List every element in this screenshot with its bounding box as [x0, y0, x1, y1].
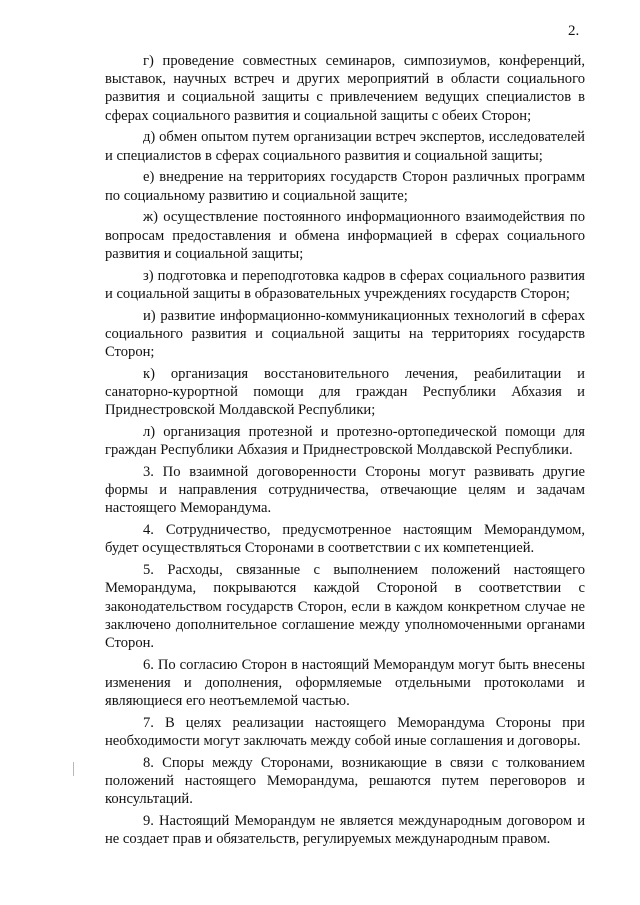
clause-i: и) развитие информационно-коммуникационных технологий в сферах социального развития и социальной защиты на территориях государств Сторон; [105, 307, 585, 361]
clause-d: д) обмен опытом путем организации встреч экспертов, исследователей и специалистов в сферах социального развития и социальной защиты; [105, 129, 585, 164]
page-number: 2. [568, 23, 580, 39]
clause-g: г) проведение совместных семинаров, симпозиумов, конференций, выставок, научных встреч и других мероприятий в области социального развития и социальной защиты с привлечением ведущих специалистов в сферах социального развития и социальной защиты с обеих Сторон; [105, 53, 585, 124]
clause-z: з) подготовка и переподготовка кадров в сферах социального развития и социальной защиты в образовательных учреждениях государств Сторон; [105, 267, 585, 302]
article-4: 4. Сотрудничество, предусмотренное настоящим Меморандумом, будет осуществляться Сторонами в соответствии с их компетенцией. [105, 522, 585, 557]
article-8: 8. Споры между Сторонами, возникающие в связи с толкованием положений настоящего Меморандума, решаются путем переговоров и консультаций. [105, 755, 585, 808]
scan-margin-mark [73, 762, 74, 776]
article-7: 7. В целях реализации настоящего Меморандума Стороны при необходимости могут заключать между собой иные соглашения и договоры. [105, 715, 585, 750]
article-9: 9. Настоящий Меморандум не является международным договором и не создает прав и обязательств, регулируемых международным правом. [105, 813, 585, 848]
article-5: 5. Расходы, связанные с выполнением положений настоящего Меморандума, покрываются каждой Стороной в соответствии с законодательством государств Сторон, если в каждом конкретном случае не заключено дополнительное соглашение между уполномоченными органами Сторон. [105, 562, 585, 652]
clause-k: к) организация восстановительного лечения, реабилитации и санаторно-курортной помощи для граждан Республики Абхазия и Приднестровской Молдавской Республики; [105, 365, 585, 419]
clause-l: л) организация протезной и протезно-ортопедической помощи для граждан Республики Абхазия и Приднестровской Молдавской Республики. [105, 424, 585, 459]
article-6: 6. По согласию Сторон в настоящий Меморандум могут быть внесены изменения и дополнения, оформляемые отдельными протоколами и являющиеся его неотъемлемой частью. [105, 656, 585, 710]
clause-zh: ж) осуществление постоянного информационного взаимодействия по вопросам предоставления и обмена информацией в сферах социального развития и социальной защиты; [105, 209, 585, 262]
clause-e: е) внедрение на территориях государств Сторон различных программ по социальному развитию и социальной защите; [105, 169, 585, 204]
document-body [105, 52, 585, 849]
article-3: 3. По взаимной договоренности Стороны могут развивать другие формы и направления сотрудничества, отвечающие целям и задачам настоящего Меморандума. [105, 464, 585, 517]
